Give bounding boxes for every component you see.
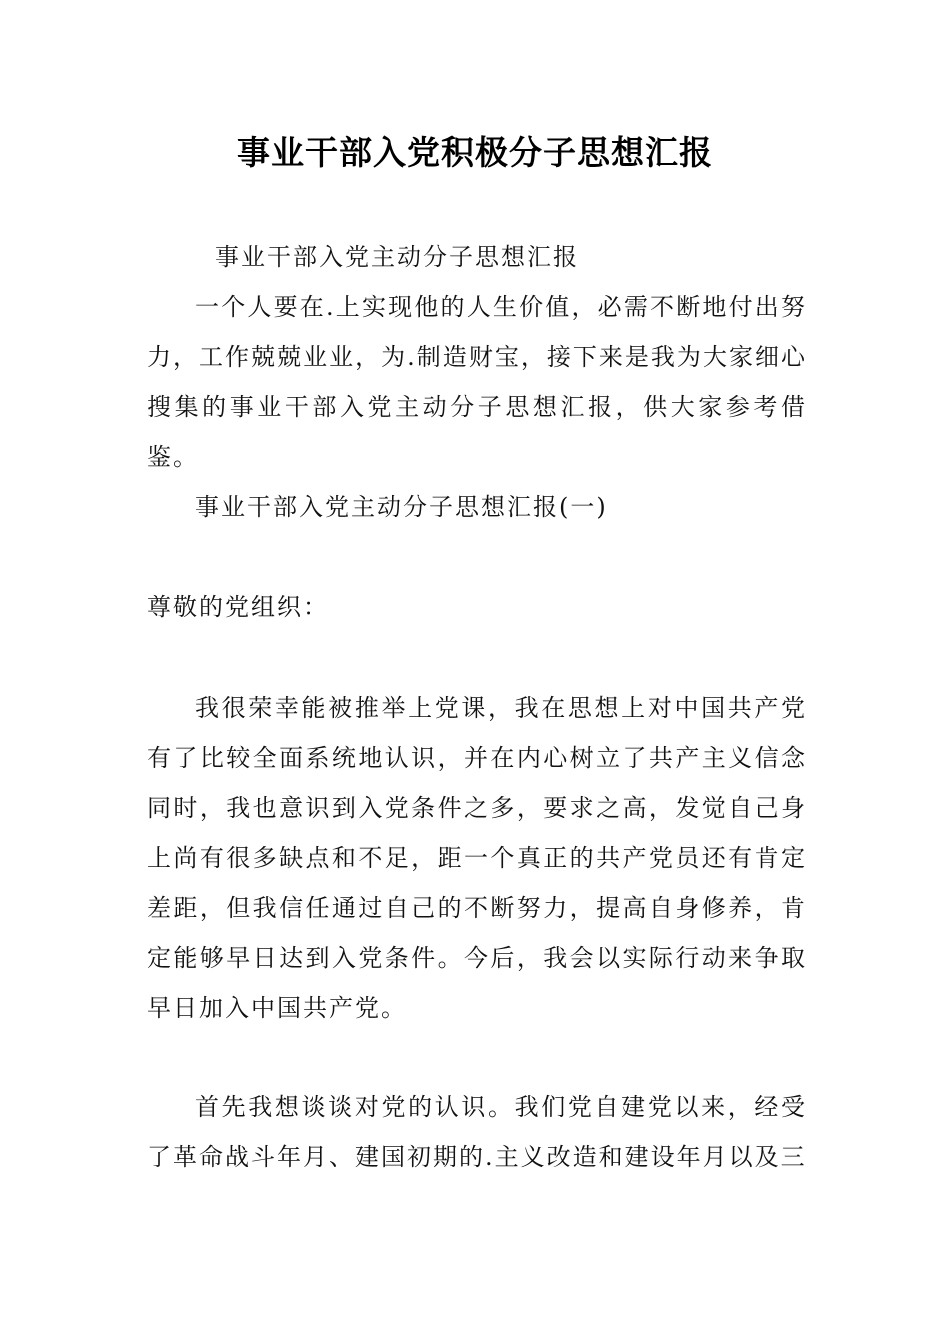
body-paragraph-2: 首先我想谈谈对党的认识。我们党自建党以来，经受了革命战斗年月、建国初期的.主义改造和建设年月以及三 <box>147 1093 807 1171</box>
document-title: 事业干部入党积极分子思想汇报 <box>237 133 713 172</box>
intro-paragraph: 一个人要在.上实现他的人生价值，必需不断地付出努力，工作兢兢业业，为.制造财宝，接下来是我为大家细心搜集的事业干部入党主动分子思想汇报，供大家参考借鉴。 <box>147 293 807 471</box>
salutation: 尊敬的党组织： <box>147 593 329 621</box>
document-subtitle: 事业干部入党主动分子思想汇报 <box>215 243 579 271</box>
section-heading: 事业干部入党主动分子思想汇报(一) <box>195 493 608 521</box>
body-paragraph-1: 我很荣幸能被推举上党课，我在思想上对中国共产党有了比较全面系统地认识，并在内心树立了共产主义信念同时，我也意识到入党条件之多，要求之高，发觉自己身上尚有很多缺点和不足，距一个真正的共产党员还有肯定差距，但我信任通过自己的不断努力，提高自身修养，肯定能够早日达到入党条件。今后，我会以实际行动来争取早日加入中国共产党。 <box>147 694 807 1022</box>
